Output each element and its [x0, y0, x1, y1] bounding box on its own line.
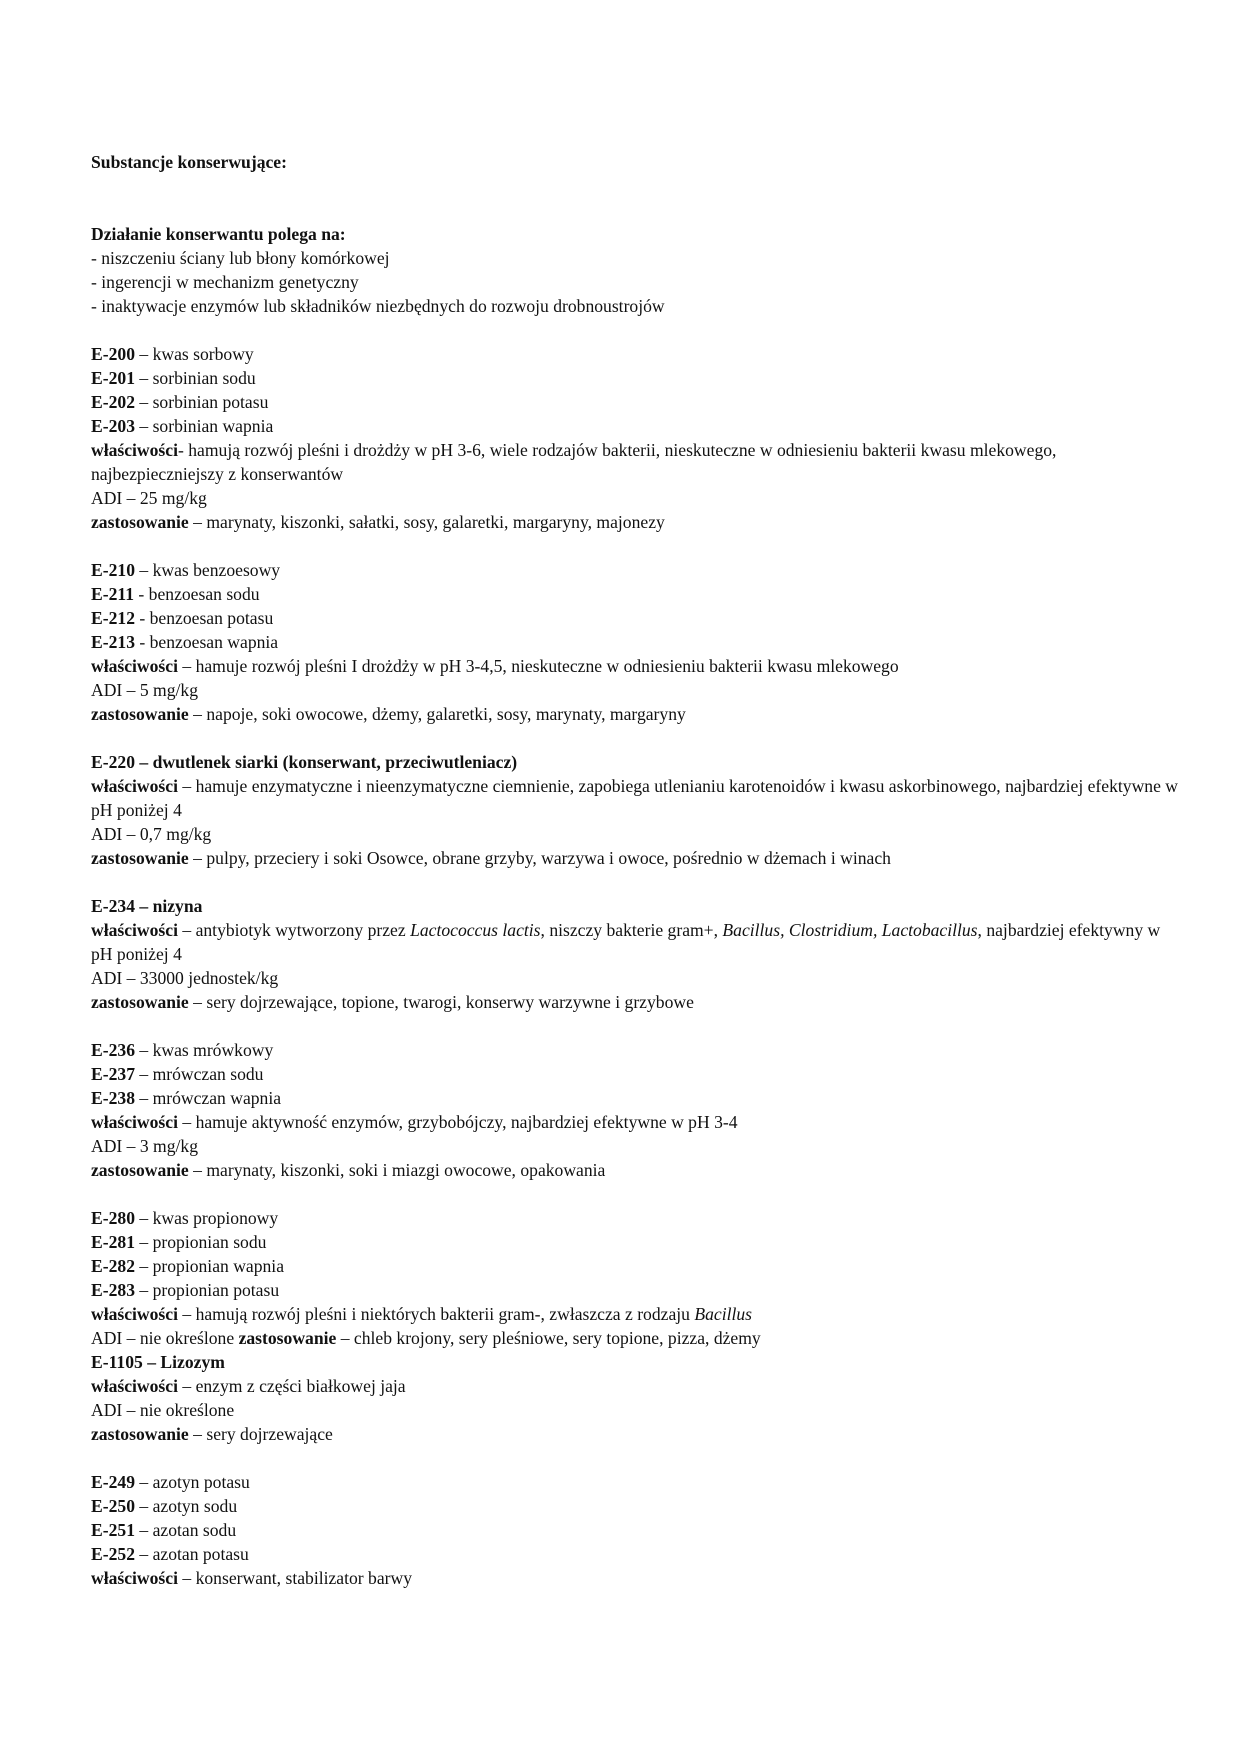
usage-line: zastosowanie – marynaty, kiszonki, soki i miazgi owocowe, opakowania: [91, 1160, 606, 1180]
properties-line: właściwości – enzym z części białkowej jaja: [91, 1376, 406, 1396]
document-body: [91, 150, 1181, 1590]
additive-line: E-252 – azotan potasu: [91, 1544, 249, 1564]
intro-item: - ingerencji w mechanizm genetyczny: [91, 272, 359, 292]
adi-usage-line: ADI – nie określone zastosowanie – chleb krojony, sery pleśniowe, sery topione, pizza, dżemy: [91, 1328, 761, 1348]
additive-line: E-250 – azotyn sodu: [91, 1496, 238, 1516]
additive-line: E-202 – sorbinian potasu: [91, 392, 269, 412]
additive-line: E-1105 – Lizozym: [91, 1352, 225, 1372]
properties-line: właściwości- hamują rozwój pleśni i drożdży w pH 3-6, wiele rodzajów bakterii, nieskuteczne w odniesieniu bakterii kwasu mlekowego, najbezpieczniejszy z konserwantów: [91, 440, 1057, 484]
usage-line: zastosowanie – marynaty, kiszonki, sałatki, sosy, galaretki, margaryny, majonezy: [91, 512, 665, 532]
additive-line: E-280 – kwas propionowy: [91, 1208, 279, 1228]
additive-line: E-249 – azotyn potasu: [91, 1472, 250, 1492]
usage-line: zastosowanie – sery dojrzewające, topione, twarogi, konserwy warzywne i grzybowe: [91, 992, 694, 1012]
additive-line: E-213 - benzoesan wapnia: [91, 632, 279, 652]
additive-line: E-236 – kwas mrówkowy: [91, 1040, 274, 1060]
additive-line: E-200 – kwas sorbowy: [91, 344, 254, 364]
additive-line: E-282 – propionian wapnia: [91, 1256, 285, 1276]
intro-item: - inaktywacje enzymów lub składników niezbędnych do rozwoju drobnoustrojów: [91, 296, 665, 316]
adi-line: ADI – 3 mg/kg: [91, 1136, 199, 1156]
additive-line: E-238 – mrówczan wapnia: [91, 1088, 282, 1108]
properties-line: właściwości – hamują rozwój pleśni i niektórych bakterii gram-, zwłaszcza z rodzaju Bacillus: [91, 1304, 753, 1324]
additive-line: E-203 – sorbinian wapnia: [91, 416, 274, 436]
intro-heading: Działanie konserwantu polega na:: [91, 224, 346, 244]
additive-line: E-210 – kwas benzoesowy: [91, 560, 281, 580]
usage-line: zastosowanie – napoje, soki owocowe, dżemy, galaretki, sosy, marynaty, margaryny: [91, 704, 686, 724]
usage-line: zastosowanie – sery dojrzewające: [91, 1424, 333, 1444]
properties-line: właściwości – hamuje enzymatyczne i nieenzymatyczne ciemnienie, zapobiega utlenianiu karotenoidów i kwasu askorbinowego, najbardziej efektywne w pH poniżej 4: [91, 776, 1179, 820]
adi-line: ADI – 25 mg/kg: [91, 488, 207, 508]
additive-line: E-212 - benzoesan potasu: [91, 608, 274, 628]
additive-line: E-220 – dwutlenek siarki (konserwant, przeciwutleniacz): [91, 752, 518, 772]
additive-line: E-237 – mrówczan sodu: [91, 1064, 264, 1084]
additive-line: E-234 – nizyna: [91, 896, 203, 916]
document-title: Substancje konserwujące:: [91, 152, 287, 172]
properties-line: właściwości – hamuje aktywność enzymów, grzybobójczy, najbardziej efektywne w pH 3-4: [91, 1112, 738, 1132]
adi-line: ADI – 5 mg/kg: [91, 680, 199, 700]
adi-line: ADI – 33000 jednostek/kg: [91, 968, 279, 988]
additive-line: E-201 – sorbinian sodu: [91, 368, 256, 388]
usage-line: zastosowanie – pulpy, przeciery i soki Osowce, obrane grzyby, warzywa i owoce, pośrednio w dżemach i winach: [91, 848, 891, 868]
properties-line: właściwości – antybiotyk wytworzony przez Lactococcus lactis, niszczy bakterie gram+, Bacillus, Clostridium, Lactobacillus, najbardziej efektywny w pH poniżej 4: [91, 920, 1161, 964]
additive-line: E-283 – propionian potasu: [91, 1280, 280, 1300]
properties-line: właściwości – konserwant, stabilizator barwy: [91, 1568, 413, 1588]
adi-line: ADI – nie określone: [91, 1400, 235, 1420]
additive-line: E-281 – propionian sodu: [91, 1232, 267, 1252]
adi-line: ADI – 0,7 mg/kg: [91, 824, 212, 844]
additive-line: E-211 - benzoesan sodu: [91, 584, 260, 604]
intro-item: - niszczeniu ściany lub błony komórkowej: [91, 248, 390, 268]
properties-line: właściwości – hamuje rozwój pleśni I drożdży w pH 3-4,5, nieskuteczne w odniesieniu bakterii kwasu mlekowego: [91, 656, 899, 676]
additive-line: E-251 – azotan sodu: [91, 1520, 237, 1540]
